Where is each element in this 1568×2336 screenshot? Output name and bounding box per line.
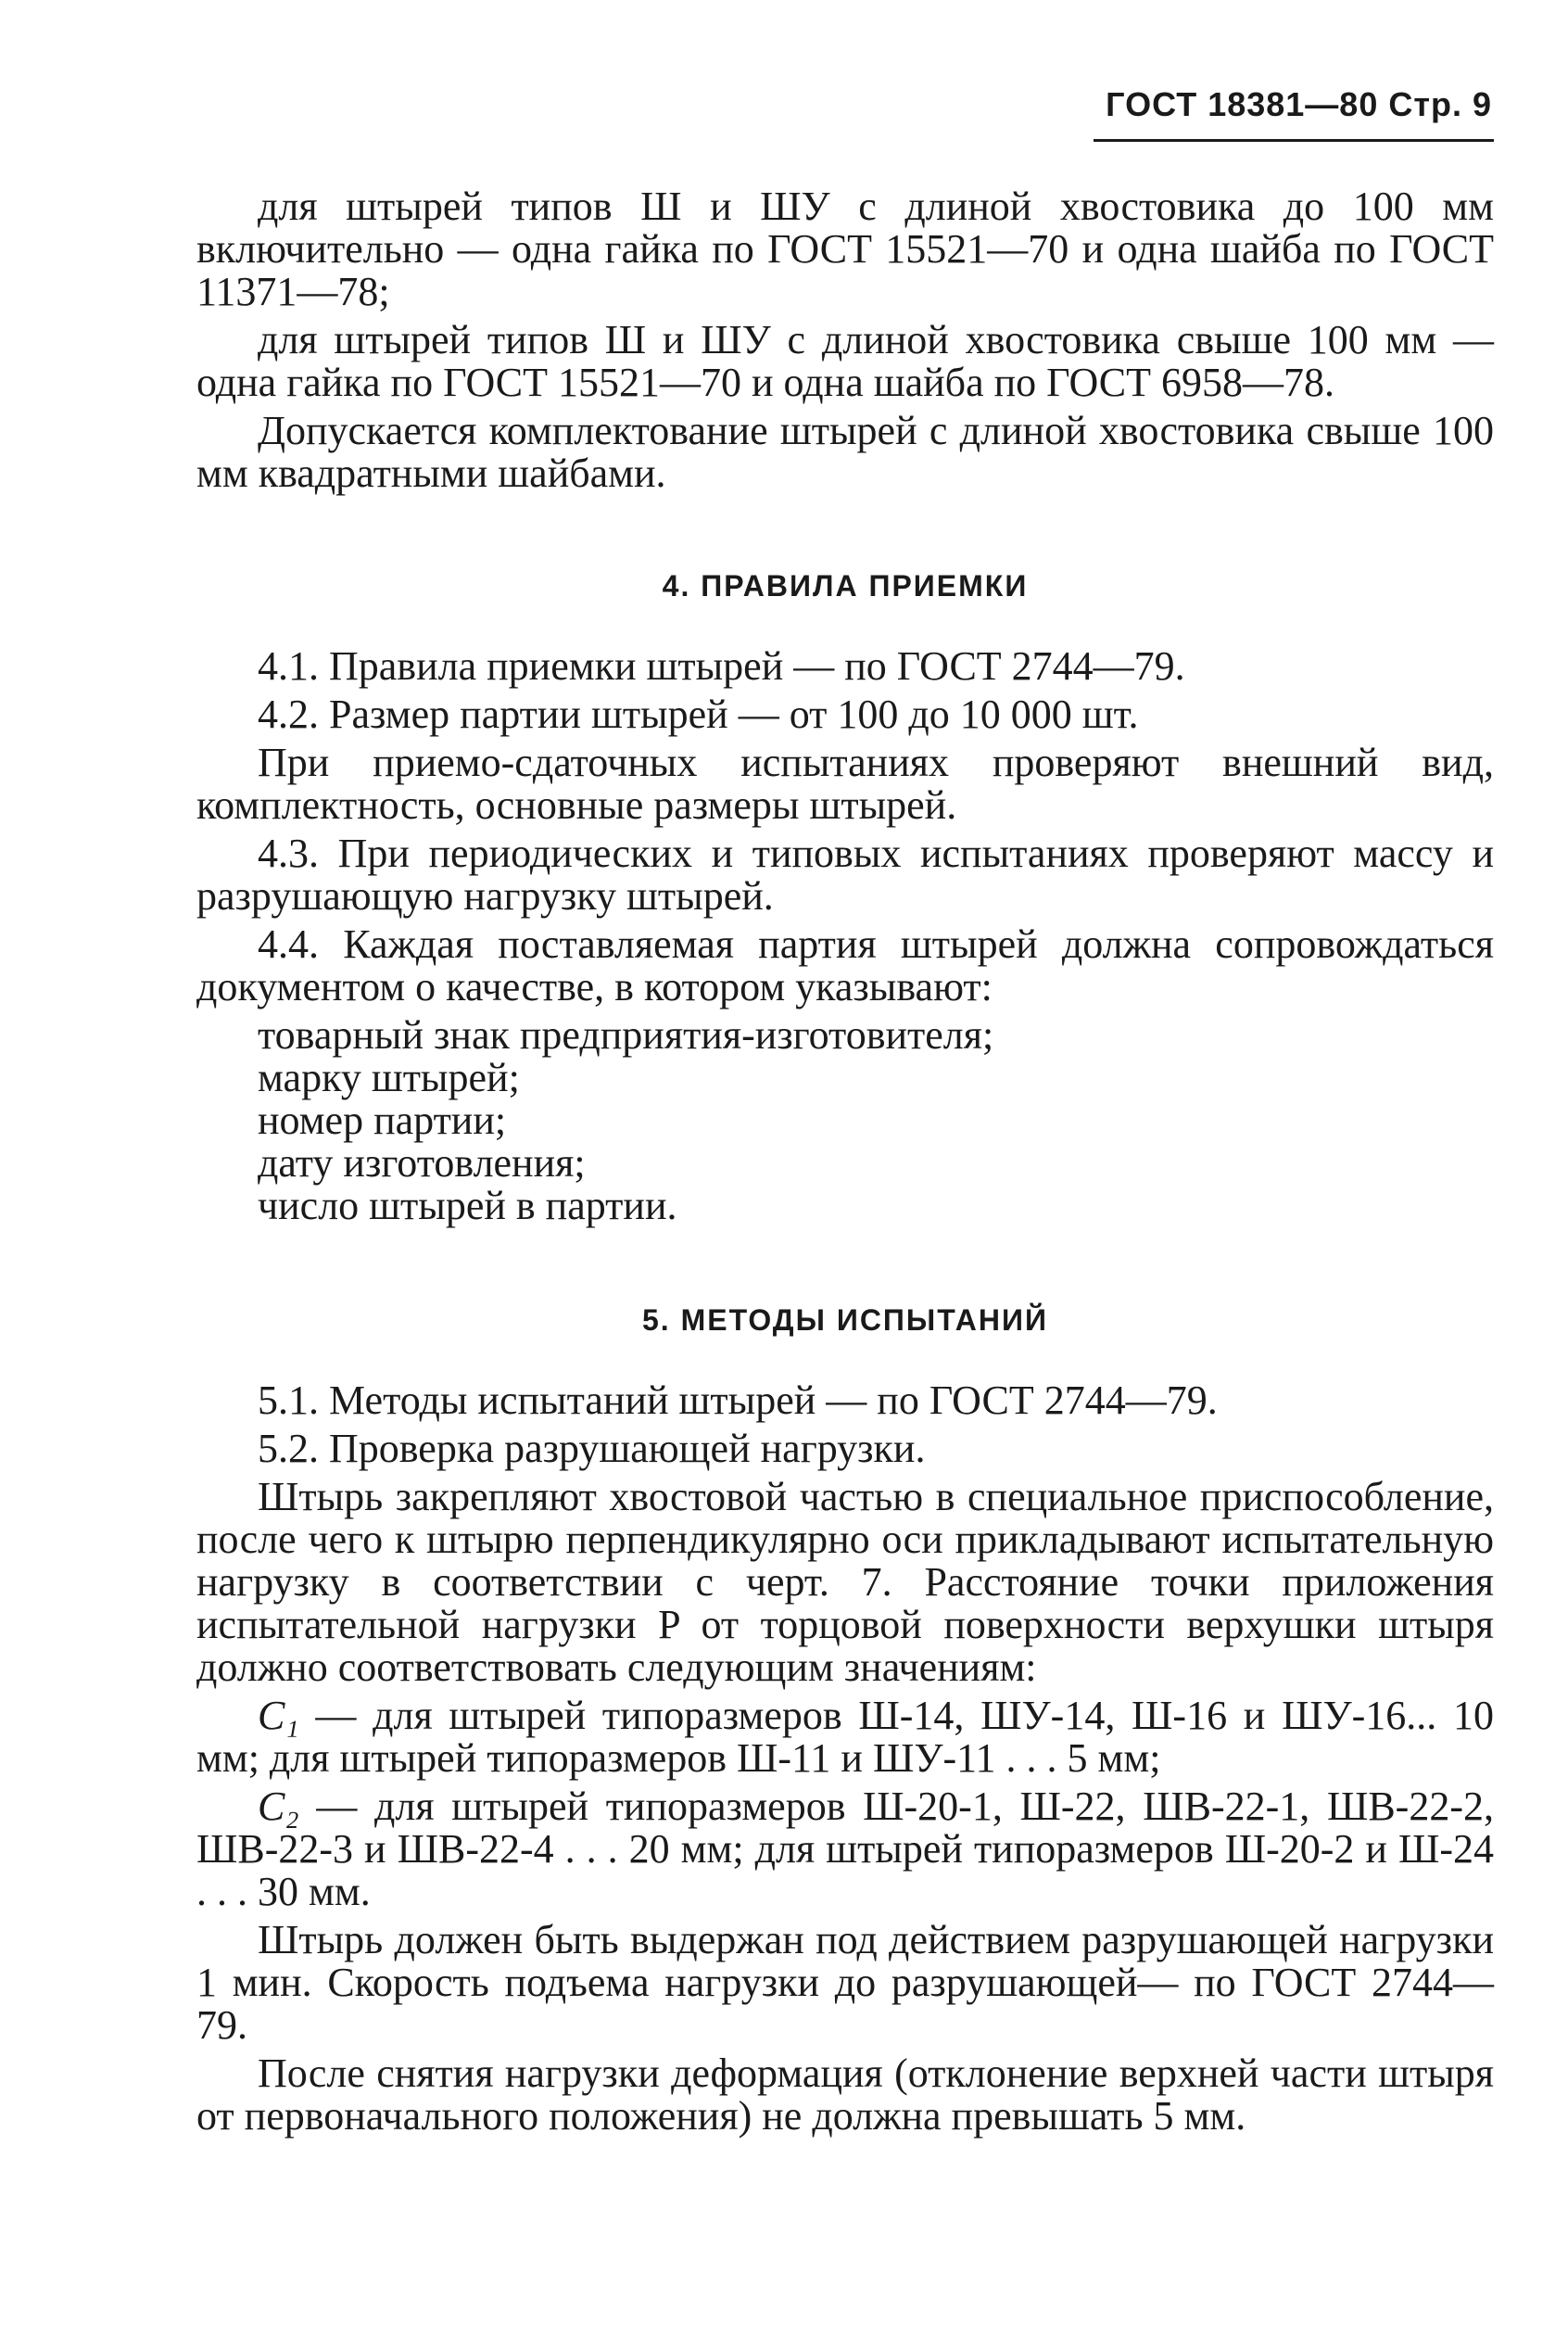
section-4-paragraph-5: 4.4. Каждая поставляемая партия штырей должна сопровождаться документом о качестве, в котором указывают: bbox=[196, 921, 1494, 1009]
section-5-c1-paragraph bbox=[196, 1695, 1494, 1780]
page-header: ГОСТ 18381—80 Стр. 9 bbox=[1106, 85, 1492, 123]
c2-label: C₂ bbox=[258, 1784, 299, 1829]
list-item: товарный знак предприятия-изготовителя; bbox=[258, 1012, 994, 1058]
section-5-paragraph-2: 5.2. Проверка разрушающей нагрузки. bbox=[258, 1426, 926, 1471]
c1-text: — для штырей типоразмеров Ш-14, ШУ-14, Ш-16 и ШУ-16... 10 мм; для штырей типоразмеров Ш-11 и ШУ-11 . . . 5 мм; bbox=[196, 1693, 1494, 1781]
section-4-title: 4. ПРАВИЛА ПРИЕМКИ bbox=[662, 569, 1029, 603]
document-contents-list bbox=[196, 1014, 1494, 1227]
section-5-paragraph-3: Штырь закрепляют хвостовой частью в специальное приспособление, после чего к штырю перпендикулярно оси прикладывают испытательную нагрузку в соответствии с черт. 7. Расстояние точки приложения испытательной нагрузки P от торцовой поверхности верхушки штыря должно соответствовать следующим значениям: bbox=[196, 1474, 1494, 1690]
section-4-paragraph-4: 4.3. При периодических и типовых испытаниях проверяют массу и разрушающую нагрузку штырей. bbox=[196, 831, 1494, 919]
header-rule bbox=[1094, 139, 1494, 142]
section-5-paragraph-1: 5.1. Методы испытаний штырей — по ГОСТ 2744—79. bbox=[258, 1377, 1218, 1423]
list-item: марку штырей; bbox=[258, 1055, 520, 1100]
list-item: номер партии; bbox=[258, 1098, 507, 1143]
section-5-title: 5. МЕТОДЫ ИСПЫТАНИЙ bbox=[642, 1303, 1048, 1337]
section-4-paragraph-3: При приемо-сдаточных испытаниях проверяют внешний вид, комплектность, основные размеры штырей. bbox=[196, 740, 1494, 828]
c1-label: C₁ bbox=[258, 1693, 299, 1738]
c2-text: — для штырей типоразмеров Ш-20-1, Ш-22, ШВ-22-1, ШВ-22-2, ШВ-22-3 и ШВ-22-4 . . . 20 мм; для штырей типоразмеров Ш-20-2 и Ш-24 . . . 30 мм. bbox=[196, 1784, 1494, 1914]
section-5-paragraph-4: Штырь должен быть выдержан под действием разрушающей нагрузки 1 мин. Скорость подъема нагрузки до разрушающей— по ГОСТ 2744—79. bbox=[196, 1917, 1494, 2048]
intro-paragraph-3: Допускается комплектование штырей с длиной хвостовика свыше 100 мм квадратными шайбами. bbox=[196, 408, 1494, 496]
document-body bbox=[196, 185, 1494, 2143]
section-4-paragraph-1: 4.1. Правила приемки штырей — по ГОСТ 2744—79. bbox=[258, 643, 1185, 689]
list-item: число штырей в партии. bbox=[258, 1183, 677, 1228]
list-item: дату изготовления; bbox=[258, 1140, 586, 1186]
section-5-paragraph-5: После снятия нагрузки деформация (отклонение верхней части штыря от первоначального положения) не должна превышать 5 мм. bbox=[196, 2050, 1494, 2139]
intro-paragraph-2: для штырей типов Ш и ШУ с длиной хвостовика свыше 100 мм — одна гайка по ГОСТ 15521—70 и одна шайба по ГОСТ 6958—78. bbox=[196, 317, 1494, 405]
section-5-c2-paragraph bbox=[196, 1785, 1494, 1913]
intro-paragraph-1: для штырей типов Ш и ШУ с длиной хвостовика до 100 мм включительно — одна гайка по ГОСТ 15521—70 и одна шайба по ГОСТ 11371—78; bbox=[196, 184, 1494, 314]
section-4-paragraph-2: 4.2. Размер партии штырей — от 100 до 10 000 шт. bbox=[258, 692, 1139, 737]
